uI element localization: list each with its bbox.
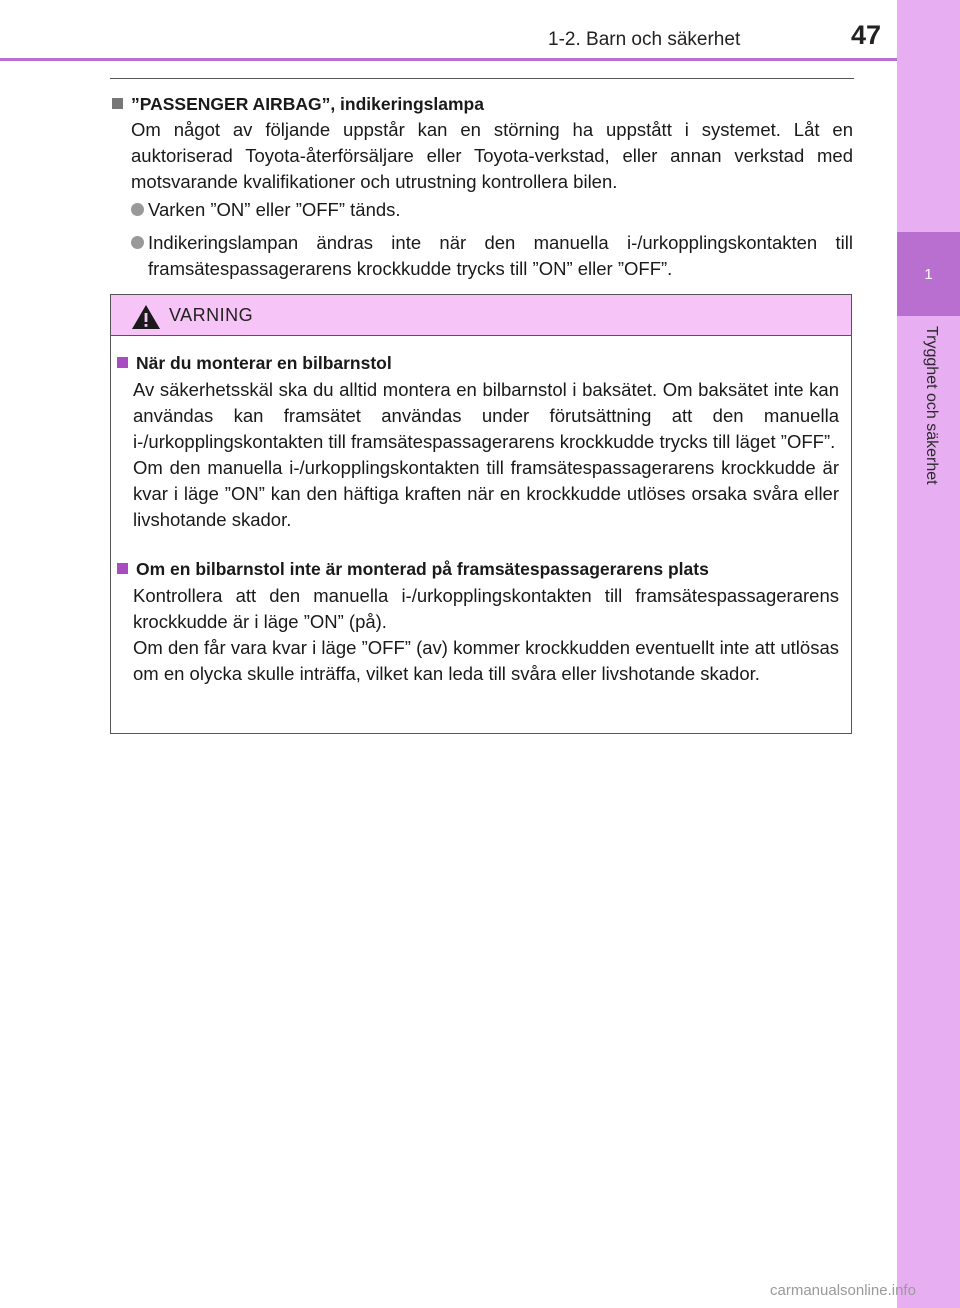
bullet-dot-icon <box>131 236 144 249</box>
warning-item-heading-text: Om en bilbarnstol inte är monterad på framsätespassagerarens plats <box>136 559 709 579</box>
page-number: 47 <box>851 20 882 50</box>
warning-item-heading-text: När du monterar en bilbarnstol <box>136 353 392 373</box>
list-item <box>131 197 853 223</box>
header-section-title: 1-2. Barn och säkerhet <box>548 29 741 50</box>
bullet-dot-icon <box>131 203 144 216</box>
section-divider <box>110 78 854 79</box>
warning-header <box>111 295 851 336</box>
square-bullet-icon <box>112 98 123 109</box>
warning-item-heading <box>117 559 709 580</box>
list-item-text: Indikeringslampan ändras inte när den manuella i-/urkopplingskontakten till framsätespassagerarens krockkudde trycks till ”ON” eller ”OFF”. <box>148 232 853 279</box>
warning-triangle-icon <box>131 304 161 330</box>
warning-item-text: Kontrollera att den manuella i-/urkopplingskontakten till framsätespassagerarens krockkudde är i läge ”ON” (på). Om den får vara kvar i läge ”OFF” (av) kommer krockkudden eventuellt inte att utlösas om en olycka skulle inträffa, vilket kan leda till svåra eller livshotande skador. <box>133 585 839 684</box>
section-heading <box>112 94 484 115</box>
list-item-text: Varken ”ON” eller ”OFF” tänds. <box>148 199 401 220</box>
square-bullet-icon <box>117 563 128 574</box>
chapter-side-tab <box>897 0 960 1308</box>
warning-item-heading <box>117 353 392 374</box>
list-item <box>131 230 853 282</box>
chapter-number: 1 <box>897 232 960 316</box>
section-heading-text: ”PASSENGER AIRBAG”, indikeringslampa <box>131 94 484 114</box>
warning-item-text: Av säkerhetsskäl ska du alltid montera en bilbarnstol i baksätet. Om baksätet inte kan användas kan framsätet användas under förutsättning att den manuella i-/urkopplingskontakten till framsätespassagerarens krockkudde trycks till läget ”OFF”. Om den manuella i-/urkopplingskontakten till framsätespassagerarens krockkudde är kvar i läge ”ON” kan den häftiga kraften när en krockkudde utlöses orsaka svåra eller livshotande skador. <box>133 379 839 530</box>
warning-title: VARNING <box>169 305 254 325</box>
header-divider <box>0 58 897 61</box>
square-bullet-icon <box>117 357 128 368</box>
watermark: carmanualsonline.info <box>770 1282 916 1299</box>
chapter-label: Trygghet och säkerhet <box>923 326 940 485</box>
warning-box <box>110 294 852 734</box>
section-intro: Om något av följande uppstår kan en störning ha uppstått i systemet. Låt en auktoriserad Toyota-återförsäljare eller Toyota-verkstad, eller annan verkstad med motsvarande kvalifikationer och utrustning kontrollera bilen. <box>131 119 853 192</box>
